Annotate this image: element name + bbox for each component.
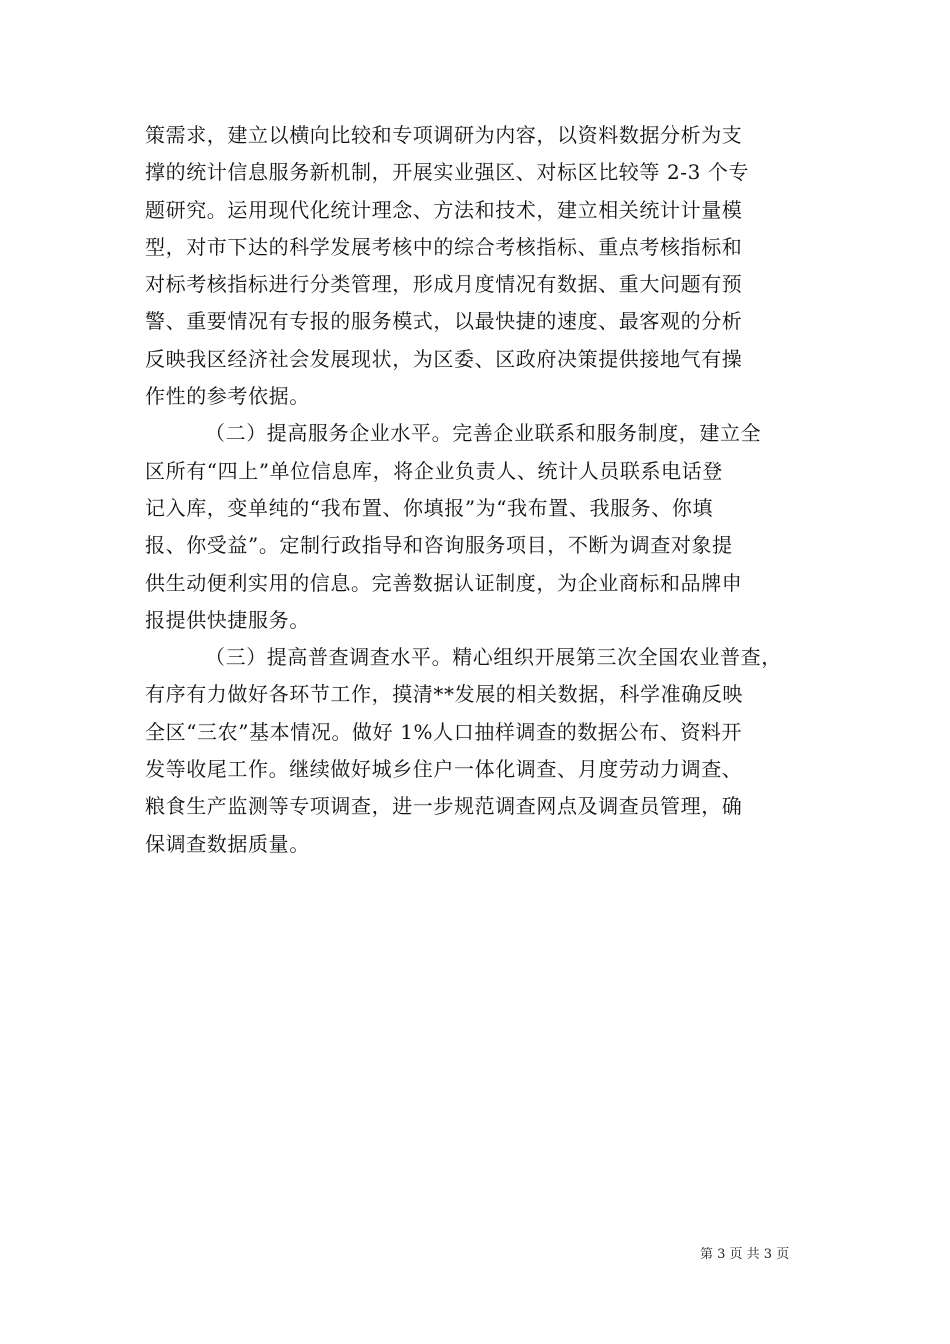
text-line: 报提供快捷服务。 — [145, 607, 310, 632]
text-line: 题研究。运用现代化统计理念、方法和技术，建立相关统计计量模 — [145, 197, 743, 222]
text-line: 全区“三农”基本情况。做好 1%人口抽样调查的数据公布、资料开 — [145, 719, 743, 744]
text-line: 对标考核指标进行分类管理，形成月度情况有数据、重大问题有预 — [145, 272, 743, 297]
text-line: 有序有力做好各环节工作，摸清**发展的相关数据，科学准确反映 — [145, 682, 743, 707]
paragraph-1 — [145, 117, 810, 415]
text-line: 警、重要情况有专报的服务模式，以最快捷的速度、最客观的分析 — [145, 309, 743, 334]
text-line: 粮食生产监测等专项调查，进一步规范调查网点及调查员管理，确 — [145, 794, 743, 819]
text-line: 保调查数据质量。 — [145, 831, 310, 856]
text-line: 供生动便利实用的信息。完善数据认证制度，为企业商标和品牌申 — [145, 570, 743, 595]
text-line: 报、你受益”。定制行政指导和咨询服务项目，不断为调查对象提 — [145, 533, 733, 558]
text-line: 型，对市下达的科学发展考核中的综合考核指标、重点考核指标和 — [145, 234, 743, 259]
text-line: 策需求，建立以横向比较和专项调研为内容，以资料数据分析为支 — [145, 123, 743, 147]
text-line: 撑的统计信息服务新机制，开展实业强区、对标区比较等 2-3 个专 — [145, 160, 750, 185]
page-number: 第 3 页 共 3 页 — [700, 1247, 790, 1262]
text-line: （三）提高普查调查水平。精心组织开展第三次全国农业普查， — [205, 645, 782, 670]
text-line: 反映我区经济社会发展现状，为区委、区政府决策提供接地气有操 — [145, 346, 743, 371]
paragraph-3 — [145, 639, 810, 863]
text-line: 作性的参考依据。 — [145, 384, 310, 409]
text-line: 记入库，变单纯的“我布置、你填报”为“我布置、我服务、你填 — [145, 495, 714, 520]
paragraph-2 — [145, 415, 810, 639]
text-line: （二）提高服务企业水平。完善企业联系和服务制度，建立全 — [205, 421, 762, 446]
text-line: 区所有“四上”单位信息库，将企业负责人、统计人员联系电话登 — [145, 458, 723, 483]
document-body — [145, 117, 810, 863]
text-line: 发等收尾工作。继续做好城乡住户一体化调查、月度劳动力调查、 — [145, 757, 743, 782]
